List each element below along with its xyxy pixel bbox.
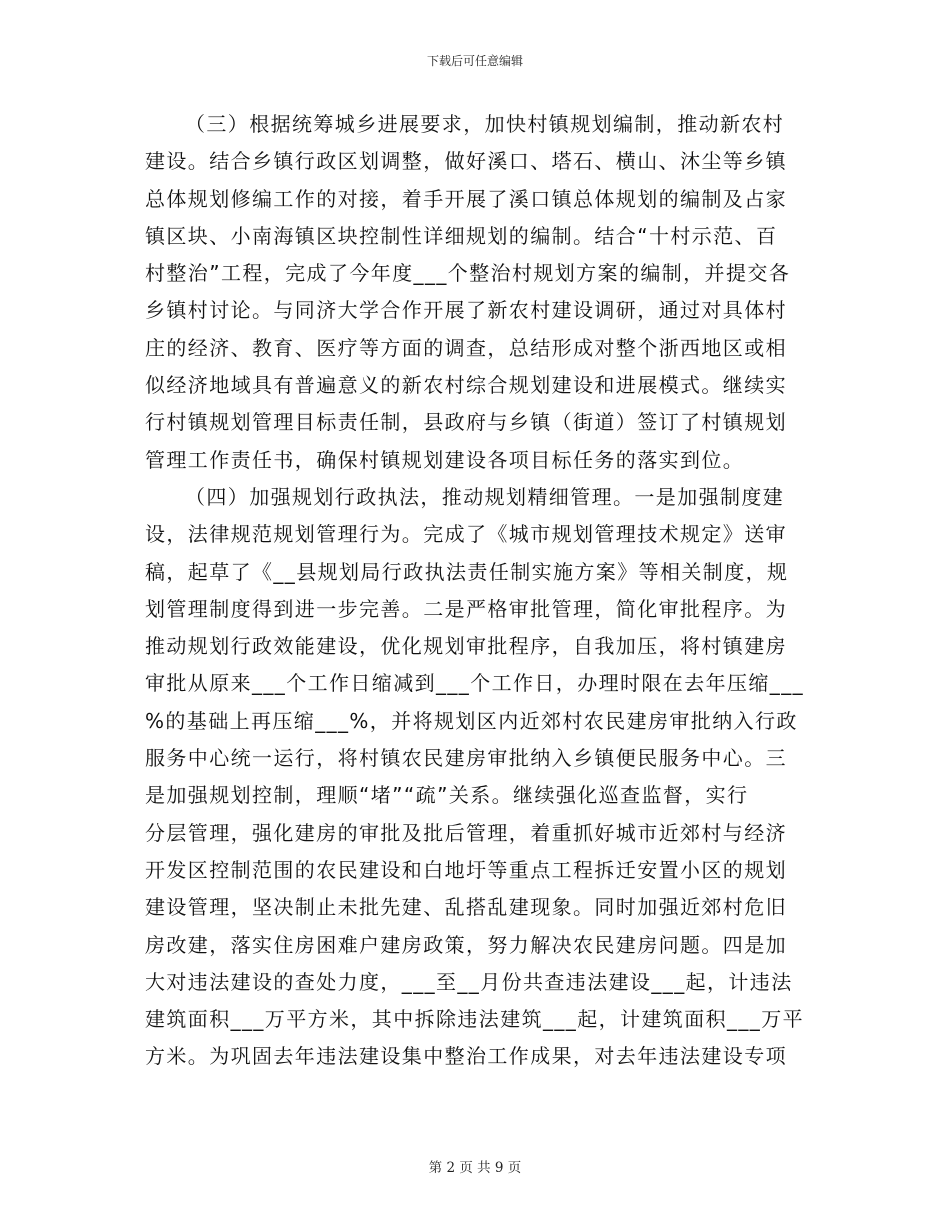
text-line: 方米。为巩固去年违法建设集中整治工作成果，对去年违法建设专项 <box>145 1044 787 1069</box>
page-number: 第 2 页 共 9 页 <box>428 1160 522 1176</box>
text-line: 大对违法建设的查处力度，___至__月份共查违法建设___起，计违法 <box>145 969 793 994</box>
page-header: 下载后可任意编辑 <box>426 54 523 68</box>
text-line: 是加强规划控制，理顺“堵”“疏”关系。继续强化巡查监督，实行 <box>145 783 749 808</box>
text-line: 建筑面积___万平方米，其中拆除违法建筑___起，计建筑面积___万平 <box>145 1007 804 1032</box>
text-line: 庄的经济、教育、医疗等方面的调查，总结形成对整个浙西地区或相 <box>145 335 787 360</box>
text-line: （三）根据统筹城乡进展要求，加快村镇规划编制，推动新农村 <box>185 112 785 136</box>
text-line: 推动规划行政效能建设，优化规划审批程序，自我加压，将村镇建房 <box>145 634 787 659</box>
text-line: 开发区控制范围的农民建设和白地圩等重点工程拆迁安置小区的规划 <box>145 857 787 882</box>
text-line: 稿，起草了《__县规划局行政执法责任制实施方案》等相关制度，规 <box>145 559 789 584</box>
text-line: 镇区块、小南海镇区块控制性详细规划的编制。结合“十村示范、百 <box>145 223 778 248</box>
text-line: 服务中心统一运行，将村镇农民建房审批纳入乡镇便民服务中心。三 <box>145 746 787 771</box>
text-line: 总体规划修编工作的对接，着手开展了溪口镇总体规划的编制及占家 <box>145 186 787 211</box>
document-body <box>145 106 807 1076</box>
text-line: 似经济地域具有普遍意义的新农村综合规划建设和进展模式。继续实 <box>145 373 787 398</box>
text-line: 行村镇规划管理目标责任制，县政府与乡镇（街道）签订了村镇规划 <box>145 410 787 435</box>
text-line: %的基础上再压缩___%，并将规划区内近郊村农民建房审批纳入行政 <box>145 708 798 733</box>
text-line: 村整治”工程，完成了今年度___个整治村规划方案的编制，并提交各 <box>145 261 791 286</box>
text-line: 审批从原来___个工作日缩减到___个工作日，办理时限在去年压缩___ <box>145 671 804 696</box>
text-line: 房改建，落实住房困难户建房政策，努力解决农民建房问题。四是加 <box>145 932 787 957</box>
text-line: 管理工作责任书，确保村镇规划建设各项目标任务的落实到位。 <box>145 447 745 472</box>
text-line: 划管理制度得到进一步完善。二是严格审批管理，简化审批程序。为 <box>145 596 787 621</box>
text-line: 分层管理，强化建房的审批及批后管理，着重抓好城市近郊村与经济 <box>145 820 787 845</box>
text-line: （四）加强规划行政执法，推动规划精细管理。一是加强制度建 <box>185 484 785 509</box>
text-line: 乡镇村讨论。与同济大学合作开展了新农村建设调研，通过对具体村 <box>145 298 787 323</box>
text-line: 建设。结合乡镇行政区划调整，做好溪口、塔石、横山、沐尘等乡镇 <box>145 149 787 174</box>
text-line: 建设管理，坚决制止未批先建、乱搭乱建现象。同时加强近郊村危旧 <box>145 895 787 920</box>
text-line: 设，法律规范规划管理行为。完成了《城市规划管理技术规定》送审 <box>145 522 787 547</box>
